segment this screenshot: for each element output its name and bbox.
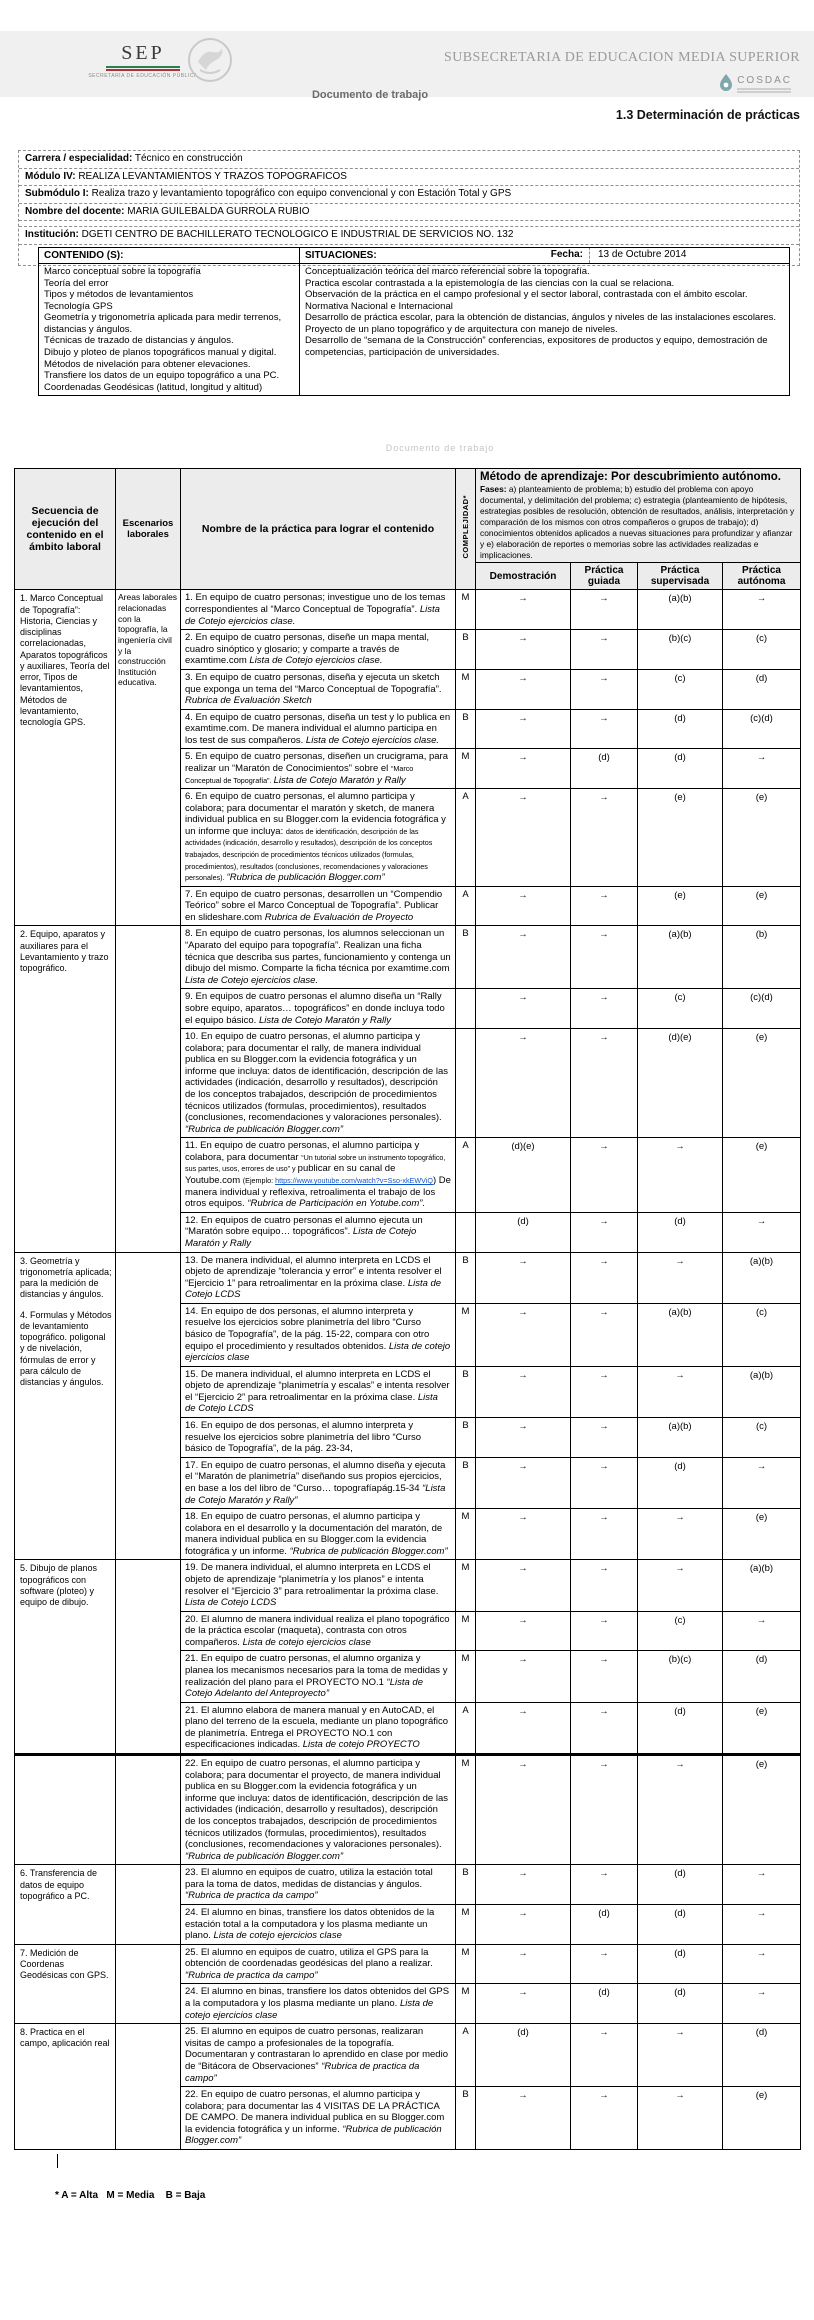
practice-description-cell: 6. En equipo de cuatro personas, el alumno participa y colabora; para documentar el maratón y sketch, de manera individual publica en su Blogger.com la evidencia fotográfica y un informe que incluya: datos de identificación, descripción de las actividades (indicación, desarrollo y resultados), descripción de los conceptos trabajados, descripción de procedimientos técnicos utilizados (formulas, procedimientos), resultados (conclusiones, recomendaciones y valoraciones personales). “Rubrica de publicación Blogger.com” bbox=[181, 789, 456, 887]
practice-description-cell: 15. De manera individual, el alumno interpreta en LCDS el objeto de aprendizaje “planimetría y escalas” e intenta resolver el “Ejercicio 2” para retroalimentar en la próxima clase. Lista de Cotejo LCDS bbox=[181, 1366, 456, 1417]
sep-logo-lines bbox=[106, 66, 180, 71]
complejidad-value-cell: A bbox=[456, 789, 476, 887]
metodo-value-cell: → bbox=[571, 669, 638, 709]
col-header-demostracion: Demostración bbox=[476, 563, 571, 590]
metodo-value-cell: → bbox=[571, 989, 638, 1029]
metodo-value-cell: → bbox=[476, 1303, 571, 1366]
metodo-value-cell: (c) bbox=[638, 669, 723, 709]
practice-description-cell: 4. En equipo de cuatro personas, diseña un test y lo publica en examtime.com. De manera individual el alumno participa en los test de sus compañeros. Lista de Cotejo ejercicios clase. bbox=[181, 709, 456, 749]
list-line: Coordenadas Geodésicas (latitud, longitud y altitud) bbox=[44, 381, 263, 393]
secuencia-cell: 6. Transferencia de datos de equipo topográfico a PC. bbox=[15, 1865, 116, 1944]
metodo-value-cell: (d) bbox=[571, 749, 638, 789]
practice-description-cell: 7. En equipo de cuatro personas, desarrollen un “Compendio Teórico” sobre el Marco Conceptual de Topografía”. Publicar en slideshare.com Rubrica de Evaluación de Proyecto bbox=[181, 886, 456, 926]
metodo-value-cell: → bbox=[476, 926, 571, 989]
complejidad-value-cell: B bbox=[456, 1865, 476, 1905]
metodo-value-cell: → bbox=[723, 1611, 801, 1651]
info-row-carrera: Carrera / especialidad: Técnico en construcción bbox=[19, 151, 799, 169]
list-line: Observación de la práctica en el campo profesional y el sector laboral, contrastada con el ámbito escolar. bbox=[305, 289, 748, 301]
metodo-value-cell: → bbox=[571, 2087, 638, 2150]
metodo-value-cell: → bbox=[476, 1366, 571, 1417]
metodo-value-cell: → bbox=[638, 1560, 723, 1611]
col-header-practica-guiada: Práctica guiada bbox=[571, 563, 638, 590]
metodo-value-cell: → bbox=[723, 1905, 801, 1945]
list-line: Teoría del error bbox=[44, 277, 109, 289]
metodo-value-cell: → bbox=[723, 1944, 801, 1984]
national-seal-icon bbox=[186, 36, 234, 89]
metodo-value-cell: → bbox=[476, 1560, 571, 1611]
list-line: Normativa Nacional e Internacional bbox=[305, 300, 453, 312]
fecha-label: Fecha: bbox=[25, 247, 590, 264]
metodo-value-cell: → bbox=[476, 1651, 571, 1702]
secuencia-cell: 2. Equipo, aparatos y auxiliares para el Levantamiento y trazo topográfico. bbox=[15, 926, 116, 1252]
practice-description-cell: 11. En equipo de cuatro personas, el alumno participa y colabora, para documentar “Un tutorial sobre un instrumento topográfico, sus partes, usos, errores de uso” y publicar en su canal de Youtube.com (Ejemplo: https://www.youtube.com/watch?v=Sso-xkEWViQ) De manera individual y reflexiva, retroalimenta el trabajo de los otros equipos. “Rubrica de Participación en Yotube.com”. bbox=[181, 1138, 456, 1212]
metodo-value-cell: (b)(c) bbox=[638, 630, 723, 670]
situaciones-header: SITUACIONES: bbox=[300, 248, 790, 264]
list-line: Desarrollo de práctica escolar, para la obtención de distancias, ángulos y niveles de las instalaciones escolares. bbox=[305, 312, 777, 324]
metodo-value-cell: (d) bbox=[638, 1984, 723, 2024]
list-line: Conceptualización teórica del marco referencial sobre la topografía. bbox=[305, 266, 590, 277]
info-row-docente: Nombre del docente: MARIA GUILEBALDA GURROLA RUBIO bbox=[19, 204, 799, 222]
practice-description-cell: 24. El alumno en binas, transfiere los datos obtenidos del GPS a la computadora y los plasma mediante un plano. Lista de cotejo ejercicios clase bbox=[181, 1984, 456, 2024]
col-header-secuencia: Secuencia de ejecución del contenido en el ámbito laboral bbox=[15, 469, 116, 590]
cosdac-name: COSDAC bbox=[737, 75, 792, 86]
secuencia-cell: 5. Dibujo de planos topográficos con software (ploteo) y equipo de dibujo. bbox=[15, 1560, 116, 1755]
sep-logo bbox=[88, 42, 198, 80]
sep-acronym: SEP bbox=[121, 42, 165, 64]
metodo-value-cell: (d) bbox=[571, 1905, 638, 1945]
list-line: Métodos de nivelación para obtener elevaciones. bbox=[44, 358, 251, 370]
metodo-value-cell: → bbox=[638, 2024, 723, 2087]
practice-description-cell: 2. En equipo de cuatro personas, diseñe un mapa mental, cuadro sinóptico y glosario; y comparte a través de examtime.com Lista de Cotejo ejercicios clase. bbox=[181, 630, 456, 670]
list-line: Geometría y trigonometría aplicada para medir terrenos, distancias y ángulos. bbox=[44, 312, 282, 335]
practice-description-cell: 16. En equipo de dos personas, el alumno interpreta y resuelve los ejercicios sobre planimetría del libro “Curso básico de Topografía”, de la pág. 23-34, bbox=[181, 1418, 456, 1458]
metodo-value-cell: (d) bbox=[638, 1865, 723, 1905]
metodo-value-cell: → bbox=[571, 630, 638, 670]
practice-row bbox=[15, 926, 801, 989]
secuencia-cell: 8. Practica en el campo, aplicación real bbox=[15, 2024, 116, 2150]
practice-description-cell: 1. En equipo de cuatro personas; investigue uno de los temas correspondientes al “Marco Conceptual de Topografía”. Lista de Cotejo ejercicios clase. bbox=[181, 590, 456, 630]
metodo-value-cell: → bbox=[571, 926, 638, 989]
practice-description-cell: 5. En equipo de cuatro personas, diseñen un crucigrama, para realizar un “Maratón de Conocimientos” sobre el “Marco Conceptual de Topografía”. Lista de Cotejo Maratón y Rally bbox=[181, 749, 456, 789]
complejidad-value-cell: M bbox=[456, 1611, 476, 1651]
practice-row bbox=[15, 1560, 801, 1611]
metodo-value-cell: → bbox=[476, 1457, 571, 1508]
complejidad-value-cell bbox=[456, 989, 476, 1029]
metodo-value-cell: → bbox=[476, 1509, 571, 1560]
metodo-value-cell: (d) bbox=[638, 709, 723, 749]
metodo-value-cell: (c) bbox=[723, 1418, 801, 1458]
metodo-value-cell: (d) bbox=[476, 1212, 571, 1252]
practice-description-cell: 21. En equipo de cuatro personas, el alumno organiza y planea los mecanismos necesarios para la toma de medidas y realización del plano para el PROYECTO NO.1 “Lista de Cotejo Adelanto del Anteproyecto” bbox=[181, 1651, 456, 1702]
col-header-nombre-practica: Nombre de la práctica para lograr el contenido bbox=[181, 469, 456, 590]
metodo-value-cell: → bbox=[571, 709, 638, 749]
escenarios-cell: Areas laborales relacionadas con la topografía, la ingeniería civil y la construcción Institución educativa. bbox=[116, 590, 181, 926]
metodo-value-cell: (e) bbox=[723, 1029, 801, 1138]
working-document-label: Documento de trabajo bbox=[311, 89, 429, 101]
practice-description-cell: 18. En equipo de cuatro personas, el alumno participa y colabora en el desarrollo y la documentación del maratón, de manera individual publica en su Blogger.com la evidencia fotográfica y un informe. “Rubrica de publicación Blogger.com” bbox=[181, 1509, 456, 1560]
complejidad-value-cell: M bbox=[456, 1651, 476, 1702]
list-line: Dibujo y ploteo de planos topográficos manual y digital. bbox=[44, 347, 277, 359]
metodo-value-cell: (e) bbox=[723, 2087, 801, 2150]
metodo-value-cell: → bbox=[476, 1702, 571, 1754]
metodo-value-cell: → bbox=[571, 1944, 638, 1984]
metodo-value-cell: → bbox=[571, 1702, 638, 1754]
complejidad-value-cell: B bbox=[456, 2087, 476, 2150]
complejidad-value-cell: M bbox=[456, 669, 476, 709]
watermark-text: Documento de trabajo bbox=[385, 443, 495, 453]
complejidad-value-cell: M bbox=[456, 1560, 476, 1611]
metodo-value-cell: → bbox=[476, 630, 571, 670]
metodo-value-cell: (d) bbox=[638, 1944, 723, 1984]
metodo-value-cell: (e) bbox=[723, 886, 801, 926]
list-line: Desarrollo de “semana de la Construcción” conferencias, expositores de productos y equipo, demostración de competencias, participación de universidades. bbox=[305, 335, 768, 359]
complejidad-value-cell: M bbox=[456, 1755, 476, 1865]
metodo-value-cell: (d)(e) bbox=[638, 1029, 723, 1138]
complejidad-value-cell: M bbox=[456, 1303, 476, 1366]
complejidad-value-cell: M bbox=[456, 1944, 476, 1984]
situaciones-list bbox=[300, 264, 790, 396]
list-line: Marco conceptual sobre la topografía bbox=[44, 266, 201, 277]
escenarios-cell bbox=[116, 1944, 181, 2023]
practice-description-cell: 25. El alumno en equipos de cuatro, utiliza el GPS para la obtención de coordenadas geodésicas del plano a realizar. “Rubrica de practica da campo” bbox=[181, 1944, 456, 1984]
cosdac-subtext bbox=[737, 88, 791, 93]
metodo-value-cell: (d) bbox=[638, 1212, 723, 1252]
table-header-row bbox=[15, 469, 801, 563]
metodo-value-cell: (d) bbox=[638, 1905, 723, 1945]
metodo-value-cell: → bbox=[476, 1611, 571, 1651]
metodo-value-cell: → bbox=[638, 1509, 723, 1560]
practice-description-cell: 3. En equipo de cuatro personas, diseña y ejecuta un sketch que exponga un tema del “Marco Conceptual de Topografía”. Rubrica de Evaluación Sketch bbox=[181, 669, 456, 709]
metodo-value-cell: (a)(b) bbox=[638, 1418, 723, 1458]
practice-table-body bbox=[15, 590, 801, 2150]
metodo-value-cell: → bbox=[571, 1560, 638, 1611]
metodo-value-cell: (a)(b) bbox=[723, 1366, 801, 1417]
complejidad-value-cell: M bbox=[456, 1905, 476, 1945]
fecha-value: 13 de Octubre 2014 bbox=[598, 248, 687, 260]
metodo-value-cell: → bbox=[476, 989, 571, 1029]
metodo-value-cell: (c) bbox=[638, 1611, 723, 1651]
metodo-value-cell: → bbox=[571, 1252, 638, 1303]
metodo-value-cell: (d) bbox=[723, 669, 801, 709]
metodo-value-cell: (d) bbox=[638, 1457, 723, 1508]
metodo-value-cell: → bbox=[476, 749, 571, 789]
metodo-value-cell: → bbox=[638, 1366, 723, 1417]
metodo-value-cell: → bbox=[476, 1984, 571, 2024]
page-title: 1.3 Determinación de prácticas bbox=[615, 108, 800, 122]
complejidad-value-cell: M bbox=[456, 1984, 476, 2024]
metodo-value-cell: (a)(b) bbox=[638, 590, 723, 630]
metodo-value-cell: → bbox=[476, 789, 571, 887]
metodo-value-cell: (b)(c) bbox=[638, 1651, 723, 1702]
practice-description-cell: 17. En equipo de cuatro personas, el alumno diseña y ejecuta el “Maratón de planimetría” diseñando sus propios ejercicios, en base a los del libro de “Curso… topografíapág.15-34 “Lista de Cotejo Maratón y Rally” bbox=[181, 1457, 456, 1508]
metodo-value-cell: (e) bbox=[638, 789, 723, 887]
subsecretaria-title: SUBSECRETARIA DE EDUCACION MEDIA SUPERIOR bbox=[444, 50, 800, 65]
col-header-practica-supervisada: Práctica supervisada bbox=[638, 563, 723, 590]
practice-row bbox=[15, 590, 801, 630]
metodo-value-cell: (e) bbox=[723, 789, 801, 887]
info-row-submodulo: Submódulo I: Realiza trazo y levantamiento topográfico con equipo convencional y con Estación Total y GPS bbox=[19, 186, 799, 204]
complexity-legend: * A = Alta M = Media B = Baja bbox=[55, 2189, 206, 2201]
metodo-value-cell: (c)(d) bbox=[723, 709, 801, 749]
metodo-value-cell: → bbox=[638, 2087, 723, 2150]
list-line: Transfiere los datos de un equipo topográfico a una PC. bbox=[44, 370, 280, 382]
practice-description-cell: 8. En equipo de cuatro personas, los alumnos seleccionan un “Aparato del equipo para topografía”. Realizan una ficha técnica que describa sus partes, funcionamiento y contenga un dibujo del mismo. Comparte la ficha técnica por examtime.com Lista de Cotejo ejercicios clase. bbox=[181, 926, 456, 989]
secuencia-cell: 3. Geometría y trigonometría aplicada; para la medición de distancias y ángulos. 4. Formulas y Métodos de levantamiento topográfico. poligonal y de nivelación, fórmulas de error y para cálculo de distancias y ángulos. bbox=[15, 1252, 116, 1560]
metodo-value-cell: → bbox=[476, 2087, 571, 2150]
metodo-value-cell: (a)(b) bbox=[638, 926, 723, 989]
metodo-value-cell: → bbox=[476, 669, 571, 709]
complejidad-value-cell: A bbox=[456, 2024, 476, 2087]
practice-description-cell: 14. En equipo de dos personas, el alumno interpreta y resuelve los ejercicios sobre planimetría del libro “Curso básico de Topografía”, de la pág. 15-22, compara con otro equipo el procedimiento y resultados obtenidos. Lista de cotejo ejercicios clase bbox=[181, 1303, 456, 1366]
complejidad-value-cell: B bbox=[456, 1252, 476, 1303]
practice-description-cell: 20. El alumno de manera individual realiza el plano topográfico de la práctica escolar (maqueta), contrasta con otros compañeros. Lista de cotejo ejercicios clase bbox=[181, 1611, 456, 1651]
metodo-value-cell: (e) bbox=[723, 1755, 801, 1865]
metodo-value-cell: → bbox=[476, 1418, 571, 1458]
metodo-value-cell: (d) bbox=[571, 1984, 638, 2024]
complejidad-value-cell: B bbox=[456, 1366, 476, 1417]
metodo-value-cell: (e) bbox=[723, 1702, 801, 1754]
metodo-value-cell: → bbox=[571, 1212, 638, 1252]
metodo-value-cell: (d) bbox=[638, 1702, 723, 1754]
metodo-value-cell: → bbox=[571, 1651, 638, 1702]
metodo-value-cell: → bbox=[723, 1457, 801, 1508]
complejidad-value-cell: M bbox=[456, 749, 476, 789]
practice-description-cell: 21. El alumno elabora de manera manual y en AutoCAD, el plano del terreno de la escuela, mediante un plano topográfico de planimetría. Entrega el PROYECTO NO.1 con especificaciones indicadas. Lista de cotejo PROYECTO bbox=[181, 1702, 456, 1754]
metodo-value-cell: (e) bbox=[638, 886, 723, 926]
secuencia-cell: 7. Medición de Coordenas Geodésicas con GPS. bbox=[15, 1944, 116, 2023]
complejidad-value-cell bbox=[456, 1029, 476, 1138]
metodo-value-cell: (c)(d) bbox=[723, 989, 801, 1029]
metodo-value-cell: → bbox=[571, 1138, 638, 1212]
metodo-value-cell: (e) bbox=[723, 1138, 801, 1212]
complejidad-value-cell: B bbox=[456, 1457, 476, 1508]
metodo-value-cell: → bbox=[476, 1755, 571, 1865]
metodo-value-cell: → bbox=[723, 590, 801, 630]
practice-description-cell: 22. En equipo de cuatro personas, el alumno participa y colabora; para documentar las 4 VISITAS DE LA PRÁCTICA DE CAMPO. De manera individual publica en su Blogger.com la evidencia fotográfica y un informe. “Rubrica de publicación Blogger.com” bbox=[181, 2087, 456, 2150]
complejidad-value-cell: A bbox=[456, 1702, 476, 1754]
escenarios-cell bbox=[116, 1560, 181, 1755]
escenarios-cell bbox=[116, 2024, 181, 2150]
metodo-value-cell: → bbox=[638, 1755, 723, 1865]
metodo-value-cell: → bbox=[571, 1611, 638, 1651]
practice-row bbox=[15, 1252, 801, 1303]
metodo-value-cell: → bbox=[638, 1252, 723, 1303]
practice-description-cell: 9. En equipos de cuatro personas el alumno diseña un “Rally sobre equipo, aparatos… topográficos” en donde incluya todo el equipo básico. Lista de Cotejo Maratón y Rally bbox=[181, 989, 456, 1029]
metodo-value-cell: → bbox=[571, 1755, 638, 1865]
metodo-value-cell: → bbox=[476, 709, 571, 749]
metodo-value-cell: (b) bbox=[723, 926, 801, 989]
list-line: Practica escolar contrastada a la epistemología de las ciencias con la cual se relaciona. bbox=[305, 277, 675, 289]
practice-description-cell: 23. El alumno en equipos de cuatro, utiliza la estación total para la toma de datos, medidas de distancias y ángulos. “Rubrica de practica da campo” bbox=[181, 1865, 456, 1905]
metodo-value-cell: (a)(b) bbox=[723, 1560, 801, 1611]
list-line: Tecnología GPS bbox=[44, 300, 113, 312]
metodo-value-cell: → bbox=[723, 1865, 801, 1905]
metodo-value-cell: → bbox=[476, 1865, 571, 1905]
metodo-value-cell: → bbox=[723, 1212, 801, 1252]
metodo-value-cell: → bbox=[571, 2024, 638, 2087]
practice-description-cell: 10. En equipo de cuatro personas, el alumno participa y colabora; para documentar el rally, de manera individual publica en su Blogger.com la evidencia fotográfica y un informe que incluya: datos de identificación, descripción de las actividades (indicación, desarrollo y resultados), descripción de los conceptos trabajados, descripción de procedimientos técnicos utilizados (formulas, procedimientos), resultados (conclusiones, recomendaciones y valoraciones personales). “Rubrica de publicación Blogger.com” bbox=[181, 1029, 456, 1138]
practice-description-cell: 25. El alumno en equipos de cuatro personas, realizaran visitas de campo a profesionales de la topografía. Documentaran y contrastaran lo aprendido en clase por medio de “Bitácora de Observaciones” “Rubrica de practica da campo” bbox=[181, 2024, 456, 2087]
complejidad-value-cell: B bbox=[456, 1418, 476, 1458]
sep-caption: SECRETARÍA DE EDUCACIÓN PÚBLICA bbox=[88, 73, 198, 79]
metodo-value-cell: → bbox=[571, 1029, 638, 1138]
complejidad-value-cell: B bbox=[456, 926, 476, 989]
col-header-practica-autonoma: Práctica autónoma bbox=[723, 563, 801, 590]
escenarios-cell bbox=[116, 1755, 181, 1865]
metodo-value-cell: → bbox=[571, 1865, 638, 1905]
metodo-value-cell: → bbox=[571, 1303, 638, 1366]
complejidad-value-cell: M bbox=[456, 1509, 476, 1560]
metodo-value-cell: → bbox=[571, 590, 638, 630]
practice-row bbox=[15, 2024, 801, 2087]
metodo-value-cell: (d) bbox=[723, 1651, 801, 1702]
practice-row bbox=[15, 1755, 801, 1865]
escenarios-cell bbox=[116, 926, 181, 1252]
contenido-header: CONTENIDO (S): bbox=[39, 248, 300, 264]
metodo-value-cell: → bbox=[476, 1252, 571, 1303]
cursor-artifact bbox=[57, 2154, 58, 2168]
metodo-value-cell: (d) bbox=[638, 749, 723, 789]
metodo-value-cell: → bbox=[571, 886, 638, 926]
youtube-example-link[interactable]: https://www.youtube.com/watch?v=Sso-xkEWViQ bbox=[275, 1176, 433, 1186]
metodo-value-cell: (a)(b) bbox=[723, 1252, 801, 1303]
escenarios-cell bbox=[116, 1865, 181, 1944]
metodo-value-cell: → bbox=[476, 886, 571, 926]
practice-description-cell: 12. En equipos de cuatro personas el alumno ejecuta un “Maratón sobre equipo… topográficos”. Lista de Cotejo Maratón y Rally bbox=[181, 1212, 456, 1252]
practice-row bbox=[15, 1865, 801, 1905]
info-row-institucion: Institución: DGETI CENTRO DE BACHILLERATO TECNOLOGICO E INDUSTRIAL DE SERVICIOS NO. 132 bbox=[19, 227, 799, 245]
metodo-value-cell: → bbox=[571, 789, 638, 887]
list-line: Tipos y métodos de levantamientos bbox=[44, 289, 194, 301]
practice-row bbox=[15, 1944, 801, 1984]
practice-description-cell: 13. De manera individual, el alumno interpreta en LCDS el objeto de aprendizaje “tolerancia y error” e intenta resolver el “Ejercicio 1” para retroalimentar en la próxima clase. Lista de Cotejo LCDS bbox=[181, 1252, 456, 1303]
complejidad-value-cell: M bbox=[456, 590, 476, 630]
metodo-value-cell: (c) bbox=[638, 989, 723, 1029]
complejidad-value-cell: B bbox=[456, 630, 476, 670]
col-header-complejidad: COMPLEJIDAD* bbox=[456, 469, 476, 590]
practices-table bbox=[14, 468, 801, 2150]
complejidad-value-cell bbox=[456, 1212, 476, 1252]
metodo-value-cell: (d) bbox=[723, 2024, 801, 2087]
metodo-value-cell: (c) bbox=[723, 630, 801, 670]
practice-description-cell: 24. El alumno en binas, transfiere los datos obtenidos de la estación total a la computadora y los plasma mediante un plano. Lista de cotejo ejercicios clase bbox=[181, 1905, 456, 1945]
metodo-value-cell: (d)(e) bbox=[476, 1138, 571, 1212]
complejidad-value-cell: A bbox=[456, 1138, 476, 1212]
metodo-value-cell: → bbox=[723, 749, 801, 789]
info-row-modulo: Módulo IV: REALIZA LEVANTAMIENTOS Y TRAZOS TOPOGRAFICOS bbox=[19, 169, 799, 187]
contenido-situaciones-table bbox=[38, 247, 790, 396]
practice-description-cell: 19. De manera individual, el alumno interpreta en LCDS el objeto de aprendizaje “planimetría y los planos” e intenta resolver el “Ejercicio 3” para retroalimentar la próxima clase. Lista de Cotejo LCDS bbox=[181, 1560, 456, 1611]
metodo-value-cell: → bbox=[476, 1905, 571, 1945]
metodo-value-cell: (e) bbox=[723, 1509, 801, 1560]
metodo-value-cell: → bbox=[571, 1457, 638, 1508]
metodo-value-cell: (c) bbox=[723, 1303, 801, 1366]
metodo-value-cell: → bbox=[476, 1029, 571, 1138]
metodo-value-cell: (a)(b) bbox=[638, 1303, 723, 1366]
complejidad-value-cell: B bbox=[456, 709, 476, 749]
practice-description-cell: 22. En equipo de cuatro personas, el alumno participa y colabora; para documentar el proyecto, de manera individual publica en su Blogger.com la evidencia fotográfica y un informe que incluya: datos de identificación, descripción de las actividades (indicación, desarrollo y resultados), descripción de los conceptos trabajados, descripción de procedimientos técnicos utilizados (formulas, procedimientos), resultados (conclusiones, recomendaciones y valoraciones personales). “Rubrica de publicación Blogger.com” bbox=[181, 1755, 456, 1865]
metodo-value-cell: (d) bbox=[476, 2024, 571, 2087]
metodo-value-cell: → bbox=[638, 1138, 723, 1212]
metodo-value-cell: → bbox=[571, 1366, 638, 1417]
secuencia-cell: 1. Marco Conceptual de Topografía”: Historia, Ciencias y disciplinas correlacionadas, Aparatos topográficos y auxiliares, Teoría del error, Tipos de levantamientos, Métodos de levantamiento, tecnología GPS. bbox=[15, 590, 116, 926]
metodo-value-cell: → bbox=[571, 1418, 638, 1458]
metodo-value-cell: → bbox=[723, 1984, 801, 2024]
complejidad-value-cell: A bbox=[456, 886, 476, 926]
secuencia-cell bbox=[15, 1755, 116, 1865]
list-line: Técnicas de trazado de distancias y ángulos. bbox=[44, 335, 234, 347]
metodo-value-cell: → bbox=[476, 1944, 571, 1984]
col-header-escenarios: Escenarios laborales bbox=[116, 469, 181, 590]
contenido-list bbox=[39, 264, 300, 396]
col-header-metodo: Método de aprendizaje: Por descubrimiento autónomo. Fases: a) planteamiento de problema; b) estudio del problema con apoyo documental, y delimitación del problema; c) estrategia (planteamiento de hipótesis, estrategias posibles de resolución, obtención de resultados, análisis, interpretación y comparación de los mismos con otros compañeros o grupos de trabajo); d) conocimientos obtenidos aplicados a nuevas situaciones para profundizar y afianzar y e) elaboración de reportes o memorias sobre las actividades realizadas e implicaciones. bbox=[476, 469, 801, 563]
metodo-value-cell: → bbox=[571, 1509, 638, 1560]
list-line: Proyecto de un plano topográfico y de arquitectura con manejo de niveles. bbox=[305, 323, 618, 335]
metodo-value-cell: → bbox=[476, 590, 571, 630]
escenarios-cell bbox=[116, 1252, 181, 1560]
